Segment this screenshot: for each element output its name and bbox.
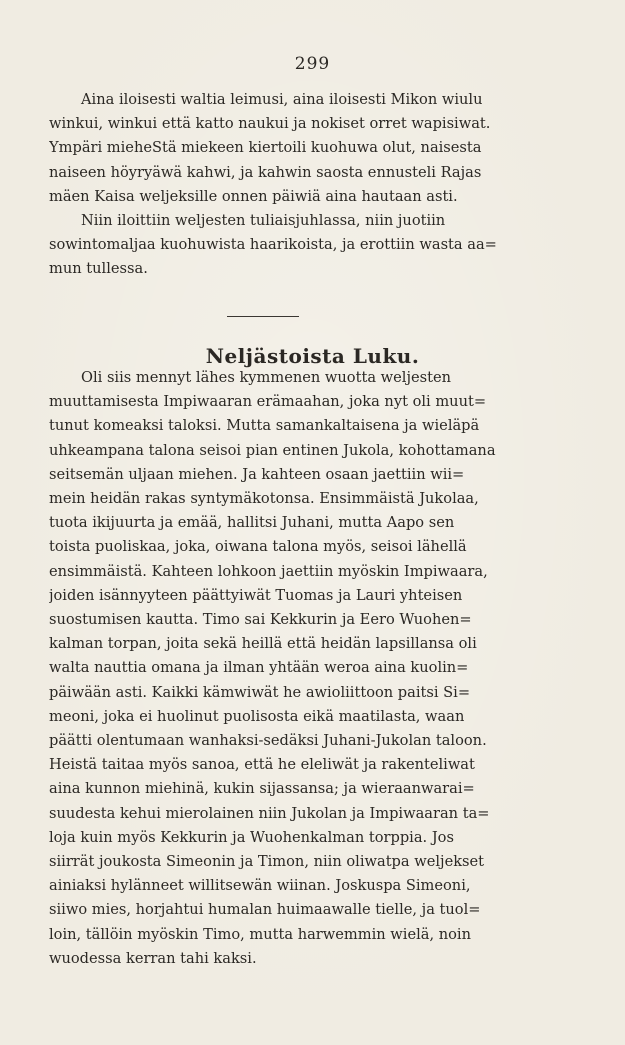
chapter-heading: Neljästoista Luku. — [205, 344, 420, 368]
text-line: seitsemän uljaan miehen. Ja kahteen osaan jaettiin wii= — [49, 465, 465, 483]
text-line: suostumisen kautta. Timo sai Kekkurin ja Eero Wuohen= — [49, 611, 472, 629]
text-line: walta nauttia omana ja ilman yhtään weroa aina kuolin= — [49, 659, 469, 677]
text-line: mäen Kaisa weljeksille onnen päiwiä aina hautaan asti. — [49, 187, 458, 205]
text-line: ainiaksi hylänneet willitsewän wiinan. Joskuspa Simeoni, — [49, 877, 471, 895]
text-line: naiseen höyryäwä kahwi, ja kahwin saosta ennusteli Rajas — [49, 163, 482, 181]
text-line: wuodessa kerran tahi kaksi. — [49, 949, 257, 967]
text-line: siirrät joukosta Simeonin ja Timon, niin oliwatpa weljekset — [49, 853, 485, 871]
text-line: joiden isännyyteen päättyiwät Tuomas ja Lauri yhteisen — [49, 586, 463, 604]
text-line: suudesta kehui mierolainen niin Jukolan ja Impiwaaran ta= — [49, 804, 490, 822]
text-line: meoni, joka ei huolinut puolisosta eikä maatilasta, waan — [49, 707, 465, 725]
section-divider — [227, 316, 299, 317]
text-line: muuttamisesta Impiwaaran erämaahan, joka nyt oli muut= — [49, 393, 487, 411]
text-line: tunut komeaksi taloksi. Mutta samankaltaisena ja wieläpä — [49, 417, 480, 435]
text-line: päätti olentumaan wanhaksi-sedäksi Juhani-Jukolan taloon. — [49, 732, 487, 750]
text-line: loin, tällöin myöskin Timo, mutta harwemmin wielä, noin — [49, 925, 471, 943]
text-line: Niin iloittiin weljesten tuliaisjuhlassa, niin juotiin — [81, 212, 446, 230]
text-block-bottom — [49, 366, 580, 971]
text-line: Heistä taitaa myös sanoa, että he eleliwät ja rakenteliwat — [49, 756, 475, 774]
text-line: kalman torpan, joita sekä heillä että heidän lapsillansa oli — [49, 635, 477, 653]
text-line: mein heidän rakas syntymäkotonsa. Ensimmäistä Jukolaa, — [49, 490, 479, 508]
text-block-top — [49, 88, 580, 282]
text-line: sowintomaljaa kuohuwista haarikoista, ja erottiin wasta aa= — [49, 236, 497, 254]
text-line: toista puoliskaa, joka, oiwana talona myös, seisoi lähellä — [49, 538, 467, 556]
text-line: Ympäri mieheStä miekeen kiertoili kuohuwa olut, naisesta — [49, 139, 482, 157]
text-line: siiwo mies, horjahtui humalan huimaawalle tielle, ja tuol= — [49, 901, 481, 919]
text-line: mun tullessa. — [49, 260, 148, 278]
text-line: ensimmäistä. Kahteen lohkoon jaettiin myöskin Impiwaara, — [49, 562, 488, 580]
text-line: tuota ikijuurta ja emää, hallitsi Juhani, mutta Aapo sen — [49, 514, 455, 532]
text-line: Aina iloisesti waltia leimusi, aina iloisesti Mikon wiulu — [81, 91, 483, 108]
text-line: loja kuin myös Kekkurin ja Wuohenkalman torppia. Jos — [49, 828, 454, 846]
text-line: Oli siis mennyt lähes kymmenen wuotta weljesten — [81, 369, 452, 386]
text-line: winkui, winkui että katto naukui ja nokiset orret wapisiwat. — [49, 115, 491, 133]
text-line: uhkeampana talona seisoi pian entinen Jukola, kohottamana — [49, 441, 496, 459]
page-number: 299 — [294, 54, 331, 74]
text-line: aina kunnon miehinä, kukin sijassansa; ja wieraanwarai= — [49, 780, 475, 798]
text-line: päiwään asti. Kaikki kämwiwät he awioliittoon paitsi Si= — [49, 683, 471, 701]
